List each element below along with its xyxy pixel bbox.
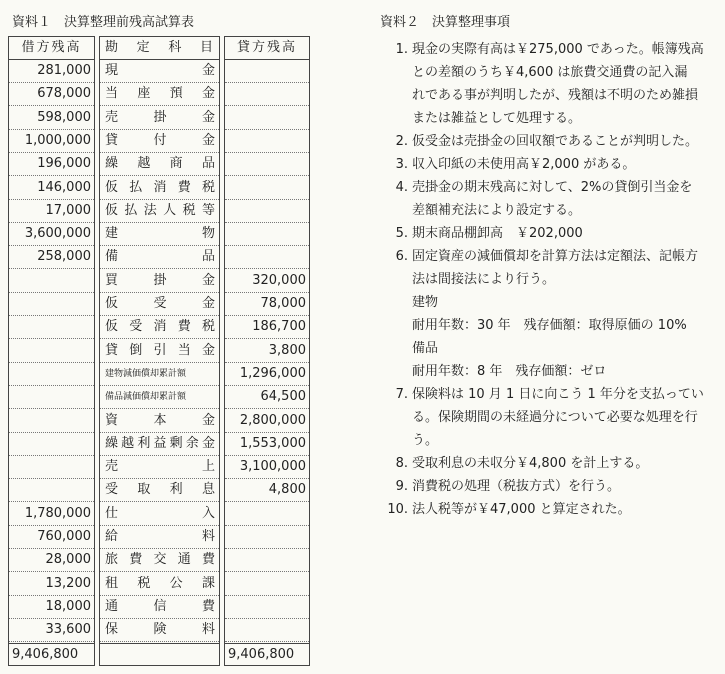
account-header: 勘 定 科 目 (100, 37, 219, 60)
item-line: る。保険期間の未経過分について必要な処理を行 (412, 410, 698, 425)
debit-cell: 258,000 (9, 246, 94, 269)
item-line: または雑益として処理する。 (412, 111, 582, 126)
credit-cell (225, 573, 309, 596)
debit-cell: 146,000 (9, 177, 94, 200)
item-text (412, 153, 718, 176)
account-cell: 保 険 料 (100, 619, 219, 642)
account-cell: 貸 付 金 (100, 130, 219, 153)
item-number: 3. (395, 157, 408, 172)
item-line: 建物 (412, 295, 439, 310)
credit-cell (225, 83, 309, 106)
account-cell: 給 料 (100, 526, 219, 549)
debit-cell: 18,000 (9, 596, 94, 619)
item-line: う。 (412, 433, 439, 448)
item-number (378, 291, 412, 383)
debit-column (8, 36, 95, 666)
item-text (412, 38, 718, 130)
adjustment-item (378, 291, 718, 383)
debit-cell: 598,000 (9, 107, 94, 130)
credit-cell: 1,296,000 (225, 363, 309, 386)
debit-cell (9, 293, 94, 316)
credit-cell: 1,553,000 (225, 433, 309, 456)
item-line: 期末商品棚卸高 ￥202,000 (412, 226, 583, 241)
account-column (99, 36, 220, 666)
item-number: 1. (395, 42, 408, 57)
adjustment-item (378, 222, 718, 245)
credit-cell (225, 60, 309, 83)
debit-cell (9, 479, 94, 502)
credit-cell: 64,500 (225, 386, 309, 409)
account-total-blank (100, 643, 219, 666)
debit-cell (9, 433, 94, 456)
account-cell: 旅 費 交 通 費 (100, 549, 219, 572)
account-cell: 仮 払 消 費 税 (100, 177, 219, 200)
debit-header: 借方残高 (9, 37, 94, 60)
account-cell: 売 上 (100, 456, 219, 479)
credit-cell: 2,800,000 (225, 410, 309, 433)
item-line: 保険料は 10 月 1 日に向こう 1 年分を支払ってい (412, 387, 704, 402)
credit-cell (225, 200, 309, 223)
item-text (412, 383, 718, 452)
account-cell: 貸 倒 引 当 金 (100, 340, 219, 363)
credit-cell (225, 246, 309, 269)
account-cell: 仮 受 金 (100, 293, 219, 316)
credit-cell (225, 153, 309, 176)
item-line: 消費税の処理（税抜方式）を行う。 (412, 479, 621, 494)
item-line: 備品 (412, 341, 439, 356)
item-number: 4. (395, 180, 408, 195)
item-number: 7. (395, 387, 408, 402)
account-cell: 建物減価償却累計額 (100, 363, 219, 386)
debit-cell: 1,780,000 (9, 503, 94, 526)
account-cell: 租 税 公 課 (100, 573, 219, 596)
item-line: との差額のうち￥4,600 は旅費交通費の記入漏 (412, 65, 688, 80)
debit-cell: 17,000 (9, 200, 94, 223)
debit-cell (9, 316, 94, 339)
adjustment-item (378, 130, 718, 153)
adjustment-item (378, 245, 718, 291)
credit-cell (225, 526, 309, 549)
debit-cell (9, 270, 94, 293)
account-cell: 受 取 利 息 (100, 479, 219, 502)
adjustment-item (378, 176, 718, 222)
credit-cell: 78,000 (225, 293, 309, 316)
item-line: 固定資産の減価償却を計算方法は定額法、記帳方 (412, 249, 699, 264)
item-text (412, 291, 718, 383)
adjustment-items (378, 38, 718, 521)
debit-cell: 760,000 (9, 526, 94, 549)
debit-cell: 281,000 (9, 60, 94, 83)
debit-cell (9, 386, 94, 409)
credit-cell (225, 619, 309, 642)
account-cell: 備 品 (100, 246, 219, 269)
adjustment-item (378, 452, 718, 475)
item-line: 売掛金の期末残高に対して、2%の貸倒引当金を (412, 180, 693, 195)
account-cell: 仕 入 (100, 503, 219, 526)
credit-cell (225, 130, 309, 153)
credit-cell: 4,800 (225, 479, 309, 502)
item-text (412, 222, 718, 245)
debit-cell: 678,000 (9, 83, 94, 106)
item-number: 5. (395, 226, 408, 241)
item-line: 受取利息の未収分￥4,800 を計上する。 (412, 456, 649, 471)
item-line: れである事が判明したが、残額は不明のため雑損 (412, 88, 699, 103)
item-number: 10. (387, 502, 408, 517)
credit-cell: 3,800 (225, 340, 309, 363)
account-cell: 通 信 費 (100, 596, 219, 619)
account-cell: 資 本 金 (100, 410, 219, 433)
debit-cell (9, 456, 94, 479)
account-cell: 繰 越 利 益 剰 余 金 (100, 433, 219, 456)
credit-header: 貸方残高 (225, 37, 309, 60)
credit-cell (225, 223, 309, 246)
debit-cell: 28,000 (9, 549, 94, 572)
debit-cell (9, 340, 94, 363)
debit-cell: 13,200 (9, 573, 94, 596)
credit-cell (225, 596, 309, 619)
item-line: 法人税等が￥47,000 と算定された。 (412, 502, 631, 517)
item-line: 耐用年数：8 年 残存価額：ゼロ (412, 364, 607, 379)
adjustment-item (378, 38, 718, 130)
item-text (412, 452, 718, 475)
account-cell: 仮 払 法 人 税 等 (100, 200, 219, 223)
item-text (412, 475, 718, 498)
credit-cell: 320,000 (225, 270, 309, 293)
adjustment-item (378, 153, 718, 176)
credit-cell (225, 503, 309, 526)
account-cell: 仮 受 消 費 税 (100, 316, 219, 339)
debit-cell (9, 410, 94, 433)
item-number: 6. (395, 249, 408, 264)
credit-total: 9,406,800 (225, 643, 309, 666)
debit-cell: 3,600,000 (9, 223, 94, 246)
debit-cell: 1,000,000 (9, 130, 94, 153)
item-number: 2. (395, 134, 408, 149)
account-cell: 当 座 預 金 (100, 83, 219, 106)
item-line: 現金の実際有高は￥275,000 であった。帳簿残高 (412, 42, 704, 57)
adjustment-item (378, 475, 718, 498)
debit-cell: 33,600 (9, 619, 94, 642)
item-text (412, 245, 718, 291)
account-cell: 売 掛 金 (100, 107, 219, 130)
account-cell: 買 掛 金 (100, 270, 219, 293)
debit-cell (9, 363, 94, 386)
account-cell: 繰 越 商 品 (100, 153, 219, 176)
credit-cell: 186,700 (225, 316, 309, 339)
account-cell: 建 物 (100, 223, 219, 246)
item-number: 9. (395, 479, 408, 494)
credit-column (224, 36, 310, 666)
credit-cell (225, 177, 309, 200)
item-line: 差額補充法により設定する。 (412, 203, 582, 218)
credit-cell (225, 107, 309, 130)
adjustment-item (378, 498, 718, 521)
adjustment-item (378, 383, 718, 452)
debit-cell: 196,000 (9, 153, 94, 176)
credit-cell (225, 549, 309, 572)
debit-total: 9,406,800 (9, 643, 94, 666)
trial-balance-title: 資料１ 決算整理前残高試算表 (12, 15, 195, 30)
item-text (412, 176, 718, 222)
item-text (412, 130, 718, 153)
account-cell: 現 金 (100, 60, 219, 83)
account-cell: 備品減価償却累計額 (100, 386, 219, 409)
item-line: 耐用年数：30 年 残存価額：取得原価の 10% (412, 318, 687, 333)
credit-cell: 3,100,000 (225, 456, 309, 479)
adjustments-title: 資料２ 決算整理事項 (380, 15, 511, 30)
item-number: 8. (395, 456, 408, 471)
item-line: 仮受金は売掛金の回収額であることが判明した。 (412, 134, 699, 149)
trial-balance-table (8, 36, 306, 666)
item-line: 収入印紙の未使用高￥2,000 がある。 (412, 157, 636, 172)
item-text (412, 498, 718, 521)
item-line: 法は間接法により行う。 (412, 272, 556, 287)
